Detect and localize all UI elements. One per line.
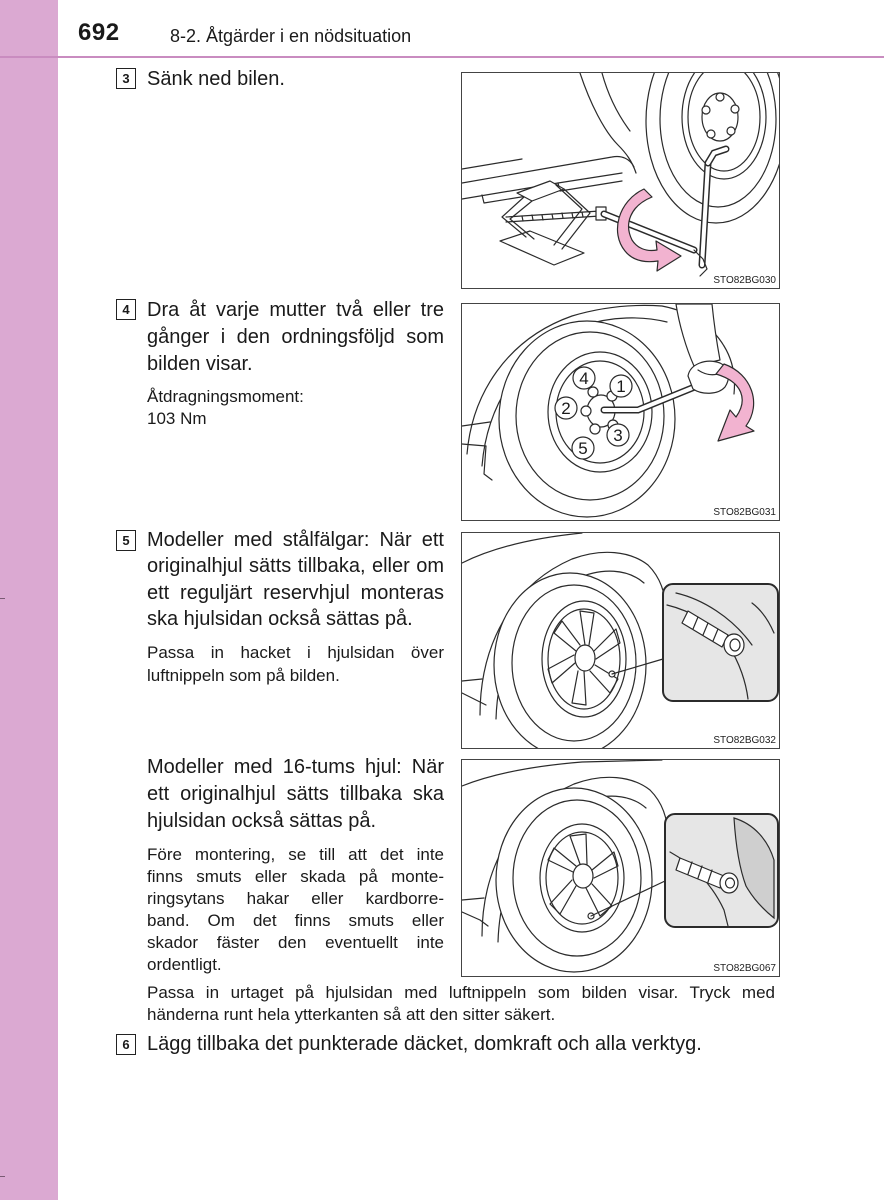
models-16-note-line: ordentligt. xyxy=(147,955,222,974)
step-3-text xyxy=(147,66,444,93)
valve-detail-inset xyxy=(663,584,778,701)
label-1 xyxy=(610,375,632,397)
page-number: 692 xyxy=(78,19,120,46)
step-number-5: 5 xyxy=(116,530,136,551)
models-16-line: Modeller med 16-tums hjul: När xyxy=(147,756,444,778)
wheel-with-cover xyxy=(496,788,652,972)
tightening-torque-note xyxy=(147,386,444,430)
label-4 xyxy=(573,367,595,389)
wheel-with-cover xyxy=(494,573,646,748)
margin-tick xyxy=(0,598,5,599)
fit-hubcap-note xyxy=(147,982,775,1026)
step-5-note xyxy=(147,641,444,687)
step-6-text xyxy=(147,1031,775,1058)
tightening-order-illustration xyxy=(462,304,779,520)
models-16-line: hjulsidan också sättas på. xyxy=(147,810,377,832)
models-16-note-line: finns smuts eller skada på monte- xyxy=(147,867,444,886)
models-16-note-line: skador fäster den eventuellt inte xyxy=(147,933,444,952)
figure-caption: STO82BG067 xyxy=(713,963,776,974)
step-5-line: Modeller med stålfälgar: När ett xyxy=(147,529,444,551)
step-5-note-line: Passa in hacket i hjulsidan över xyxy=(147,643,444,662)
models-16-line: ett originalhjul sätts tillbaka ska xyxy=(147,783,444,805)
label-2 xyxy=(555,397,577,419)
scissor-jack xyxy=(500,181,606,265)
step-4-text xyxy=(147,297,444,378)
margin-tick xyxy=(0,1176,5,1177)
figure-lower-car xyxy=(461,72,780,289)
step-4-line: gånger i den ordningsföljd som xyxy=(147,326,444,348)
spare-tire xyxy=(646,73,779,223)
step-5-line: originalhjul sätts tillbaka, eller om xyxy=(147,555,444,578)
figure-16-inch-wheel-cover xyxy=(461,759,780,977)
figure-caption: STO82BG030 xyxy=(713,275,776,286)
models-16-note-line: ringsytans hakar eller kardborre- xyxy=(147,889,444,908)
valve-detail-inset xyxy=(665,814,778,927)
step-5-line: ett reguljärt reservhjul monteras xyxy=(147,581,444,604)
step-4-line: Dra åt varje mutter två eller tre xyxy=(147,299,444,321)
models-16-inch-text xyxy=(147,754,444,835)
models-16-note xyxy=(147,844,444,976)
label-5 xyxy=(572,437,594,459)
models-16-note-line: band. Om det finns smuts eller xyxy=(147,911,444,930)
torque-value: 103 Nm xyxy=(147,409,207,428)
svg-text:3: 3 xyxy=(613,426,623,445)
figure-caption: STO82BG031 xyxy=(713,507,776,518)
16-inch-wheel-cover-illustration xyxy=(462,760,779,976)
figure-tightening-order xyxy=(461,303,780,521)
fit-note-line: händerna runt hela ytterkanten så att den sitter säkert. xyxy=(147,1005,556,1024)
tightening-direction-arrow xyxy=(716,364,754,441)
step-5-line: ska hjulsidan också sättas på. xyxy=(147,608,413,631)
step-4-line: bilden visar. xyxy=(147,353,253,375)
figure-steel-wheel-cover xyxy=(461,532,780,749)
models-16-note-line: Före montering, se till att det inte xyxy=(147,845,444,864)
step-5-text xyxy=(147,527,444,633)
hand xyxy=(676,304,728,393)
step-number-4: 4 xyxy=(116,299,136,320)
wheel xyxy=(499,321,675,517)
header-rule xyxy=(0,56,884,58)
steel-wheel-cover-illustration xyxy=(462,533,779,748)
label-3 xyxy=(607,424,629,446)
step-number-3: 3 xyxy=(116,68,136,89)
lower-car-illustration xyxy=(462,73,779,288)
svg-text:1: 1 xyxy=(616,377,626,396)
fit-note-line: Passa in urtaget på hjulsidan med luftnippeln som bilden visar. Tryck med xyxy=(147,983,775,1002)
chapter-color-sidebar xyxy=(0,0,58,1200)
step-3-line: Sänk ned bilen. xyxy=(147,68,285,90)
svg-text:2: 2 xyxy=(561,399,571,418)
figure-caption: STO82BG032 xyxy=(713,735,776,746)
step-5-note-line: luftnippeln som på bilden. xyxy=(147,666,340,685)
torque-label: Åtdragningsmoment: xyxy=(147,387,304,406)
step-number-6: 6 xyxy=(116,1034,136,1055)
section-title: 8-2. Åtgärder i en nödsituation xyxy=(170,26,412,46)
step-6-line: Lägg tillbaka det punkterade däcket, domkraft och alla verktyg. xyxy=(147,1033,702,1055)
svg-text:5: 5 xyxy=(578,439,588,458)
svg-text:4: 4 xyxy=(579,369,589,388)
